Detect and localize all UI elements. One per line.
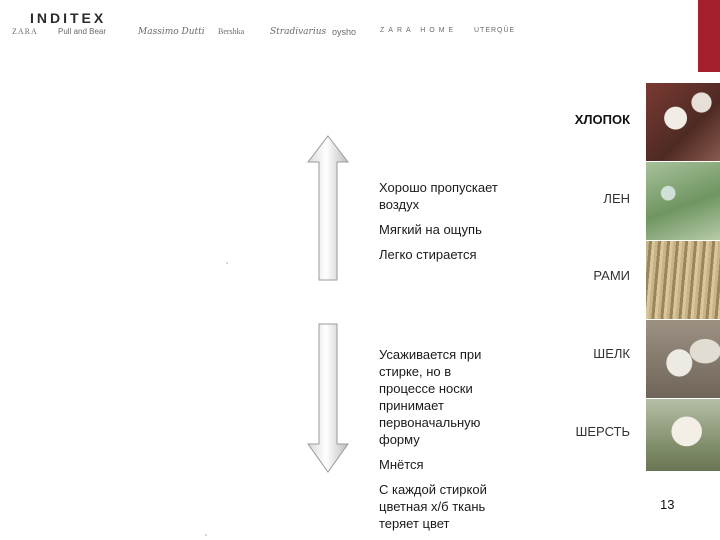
fiber-label-flax: ЛЕН xyxy=(603,191,630,206)
fiber-label-ramie: РАМИ xyxy=(593,268,630,283)
header xyxy=(0,0,720,44)
brand-pull-and-bear: Pull and Bear xyxy=(58,27,107,36)
page-number: 13 xyxy=(660,497,675,512)
pro-easy-wash: Легко стирается xyxy=(379,247,477,262)
down-arrow-icon xyxy=(306,322,350,474)
con-shrinks: Усаживается при стирке, но в процессе носки принимает первоначальную форму xyxy=(379,347,482,447)
brand-stradivarius: Stradivarius xyxy=(270,27,327,37)
brand-zara: ZARA xyxy=(12,27,38,36)
accent-square xyxy=(698,0,720,72)
ramie-photo xyxy=(646,241,720,319)
con-fades: С каждой стиркой цветная х/б ткань теряет цвет xyxy=(379,482,487,531)
fiber-label-wool: ШЕРСТЬ xyxy=(575,424,630,439)
wool-photo xyxy=(646,399,720,471)
cotton-photo xyxy=(646,83,720,161)
up-arrow-icon xyxy=(306,134,350,284)
con-wrinkles: Мнётся xyxy=(379,457,424,472)
silk-photo xyxy=(646,320,720,398)
brand-zara-home: ZARA HOME xyxy=(380,27,458,34)
brand-oysho: oysho xyxy=(332,27,357,37)
flax-photo xyxy=(646,162,720,240)
decorative-dot xyxy=(205,534,207,536)
brand-strip xyxy=(0,27,540,41)
pro-soft: Мягкий на ощупь xyxy=(379,222,482,237)
fiber-label-silk: ШЕЛК xyxy=(593,346,630,361)
brand-uterque: UTERQÜE xyxy=(474,27,516,34)
brand-bershka: Bershka xyxy=(218,27,245,36)
inditex-logo: INDITEX xyxy=(30,10,107,26)
fiber-label-cotton: ХЛОПОК xyxy=(574,112,630,127)
brand-massimo-dutti: Massimo Dutti xyxy=(138,27,205,37)
pro-breathable: Хорошо пропускает воздух xyxy=(379,180,498,212)
decorative-dot xyxy=(226,262,228,264)
